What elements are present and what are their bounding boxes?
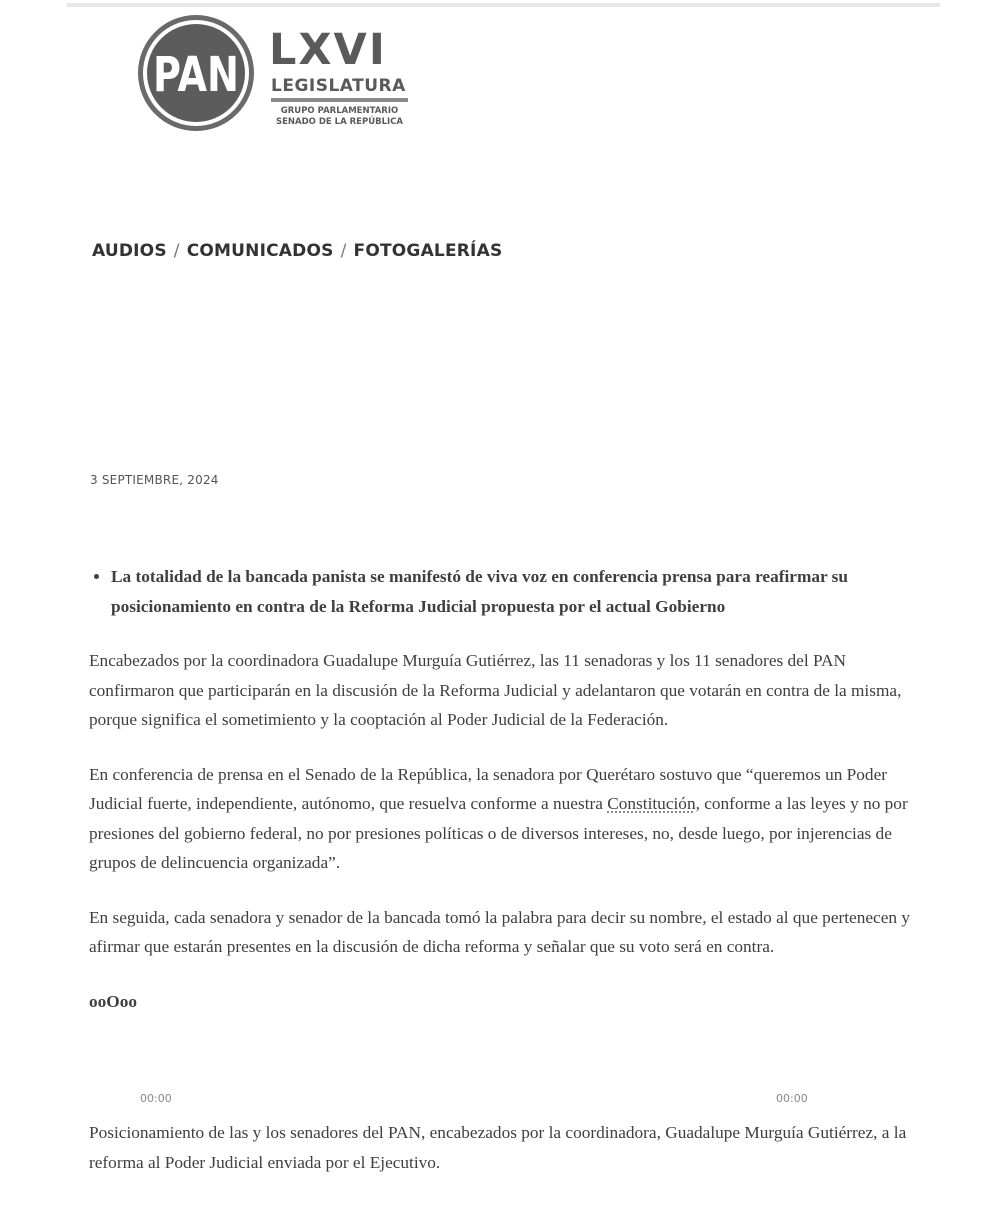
paragraph-1: Encabezados por la coordinadora Guadalupe Murguía Gutiérrez, las 11 senadoras y los 11 senadores del PAN confirmaron que participarán en la discusión de la Reforma Judicial y adelantaron que votarán en contra de la misma, porque significa el sometimiento y la cooptación al Poder Judicial de la Federación. bbox=[89, 651, 902, 729]
breadcrumb-separator: / bbox=[340, 241, 347, 261]
site-logo[interactable] bbox=[137, 14, 417, 134]
breadcrumb-audios[interactable]: AUDIOS bbox=[92, 241, 167, 261]
closing-mark: ooOoo bbox=[89, 991, 138, 1011]
audio-caption: Posicionamiento de las y los senadores del PAN, encabezados por la coordinadora, Guadalupe Murguía Gutiérrez, a la reforma al Poder Judicial enviada por el Ejecutivo. bbox=[89, 1123, 907, 1172]
legislature-label: LEGISLATURA bbox=[271, 76, 406, 96]
audio-current-time: 00:00 bbox=[140, 1092, 172, 1105]
logo-rule bbox=[271, 98, 408, 102]
article-body bbox=[89, 562, 919, 1016]
logo-tagline-line1: GRUPO PARLAMENTARIO bbox=[280, 106, 399, 116]
paragraph-2-text-b: , conforme a las leyes y no por presiones del gobierno federal, no por presiones políticas o de diversos intereses, no, desde luego, por injerencias de grupos de delincuencia organizada”. bbox=[89, 794, 908, 872]
constitucion-link[interactable]: Constitución bbox=[607, 794, 696, 813]
paragraph-2-text-a: En conferencia de prensa en el Senado de la República, la senadora por Querétaro sostuvo que “queremos un Poder Judicial fuerte, independiente, autónomo, que resuelva conforme a nuestra bbox=[89, 764, 888, 813]
audio-player[interactable] bbox=[89, 1086, 849, 1112]
highlight-item: • La totalidad de la bancada panista se manifestó de viva voz en conferencia prensa para reafirmar su posicionamiento en contra de la Reforma Judicial propuesta por el actual Gobierno bbox=[111, 562, 919, 621]
breadcrumb-separator: / bbox=[173, 241, 180, 261]
logo-tagline-line2: SENADO DE LA REPÚBLICA bbox=[276, 117, 403, 127]
breadcrumb-comunicados[interactable]: COMUNICADOS bbox=[186, 241, 334, 261]
audio-duration: 00:00 bbox=[776, 1092, 808, 1105]
paragraph-3: En seguida, cada senadora y senador de la bancada tomó la palabra para decir su nombre, el estado al que pertenecen y afirmar que estarán presentes en la discusión de dicha reforma y señalar que su voto será en contra. bbox=[89, 907, 910, 956]
top-divider bbox=[67, 3, 940, 7]
breadcrumb bbox=[92, 241, 502, 261]
paragraph-2 bbox=[89, 760, 919, 878]
logo-tagline bbox=[271, 106, 408, 128]
publish-date: 3 SEPTIEMBRE, 2024 bbox=[90, 473, 219, 487]
emblem-text: PAN bbox=[153, 47, 239, 103]
highlight-list bbox=[89, 562, 919, 621]
legislature-number: LXVI bbox=[269, 25, 387, 75]
breadcrumb-fotogalerias[interactable]: FOTOGALERÍAS bbox=[353, 241, 503, 261]
pan-emblem bbox=[137, 14, 255, 132]
